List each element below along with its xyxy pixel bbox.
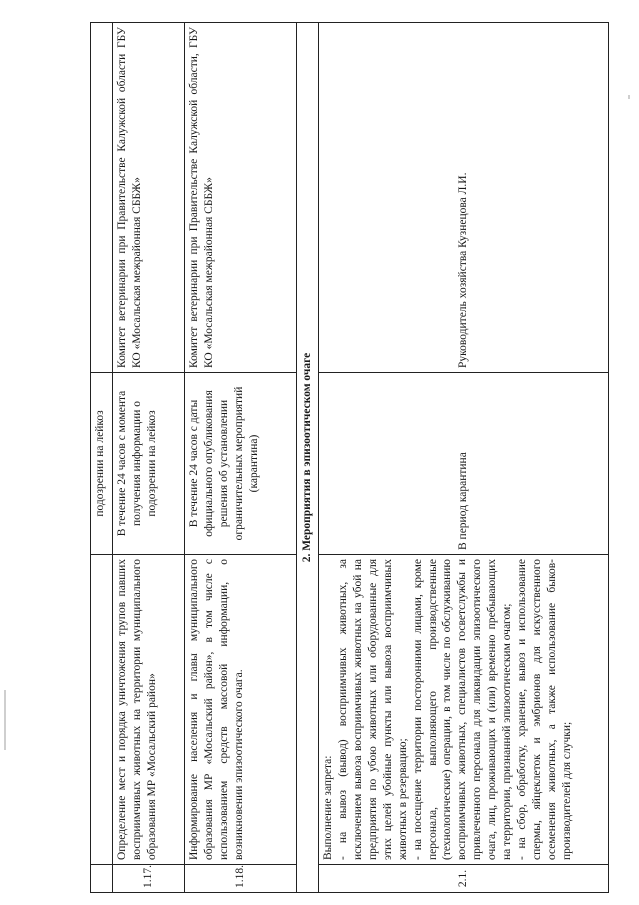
table-row bbox=[185, 23, 297, 893]
action-line: - на сбор, обработку, хранение, вывоз и использование спермы, яйцеклеток и эмбрионов для искусственного осеменения животных, а также использование быков-производителей для случки; bbox=[516, 559, 573, 860]
section-row bbox=[297, 23, 319, 893]
action-cell bbox=[91, 555, 113, 865]
table-row bbox=[318, 23, 608, 893]
table-row bbox=[91, 23, 113, 893]
scan-mark-right bbox=[628, 95, 630, 99]
responsible-cell bbox=[91, 23, 113, 373]
deadline-cell: В течение 24 часов с даты официального опубликования решения об установлении ограничительных мероприятий (карантина) bbox=[185, 373, 297, 555]
action-cell bbox=[318, 555, 608, 865]
action-line: - на посещение территории посторонними лицами, кроме персонала, выполняющего производственные (технологические) операции, в том числе по обслуживанию восприимчивых животных, специалистов госветслужбы и привлеченного персонала для ликвидации эпизоотического очага, лиц, проживающих и (или) временно пребывающих на территории, признанной эпизоотическим очагом; bbox=[411, 559, 514, 860]
deadline-cell: В течение 24 часов с момента получения информации о подозрении на лейкоз bbox=[113, 373, 185, 555]
plan-table bbox=[90, 22, 609, 893]
deadline-cell: подозрении на лейкоз bbox=[91, 373, 113, 555]
responsible-cell: Комитет ветеринарии при Правительстве Калужской области ГБУ КО «Мосальская межрайонная СББЖ» bbox=[113, 23, 185, 373]
table-row bbox=[113, 23, 185, 893]
row-number: 1.17. bbox=[113, 865, 185, 893]
responsible-cell: Руководитель хозяйства Кузнецова Л.И. bbox=[318, 23, 608, 373]
deadline-cell: В период карантина bbox=[318, 373, 608, 555]
action-line: - на вывоз (вывод) восприимчивых животных, за исключением вывоза восприимчивых животных на убой на предприятия по убою животных или оборудованные для этих целей убойные пункты или вывоза восприимчивых животных в резервацию; bbox=[336, 559, 409, 860]
action-line: Выполнение запрета: bbox=[321, 755, 334, 860]
action-cell: Информирование населения и главы муниципального образования МР «Мосальский район», в том числе с использованием средств массовой информации, о возникновении эпизоотического очага. bbox=[185, 555, 297, 865]
section-title: 2. Мероприятия в эпизоотическом очаге bbox=[297, 23, 319, 893]
action-cell: Определение мест и порядка уничтожения трупов павших восприимчивых животных на территории муниципального образования МР «Мосальский район» bbox=[113, 555, 185, 865]
scan-mark-left bbox=[4, 690, 6, 750]
row-number: 1.18. bbox=[185, 865, 297, 893]
row-number: 2.1. bbox=[318, 865, 608, 893]
number-cell bbox=[91, 865, 113, 893]
rotated-content bbox=[90, 23, 610, 893]
responsible-cell: Комитет ветеринарии при Правительстве Калужской области, ГБУ КО «Мосальская межрайонная СББЖ» bbox=[185, 23, 297, 373]
